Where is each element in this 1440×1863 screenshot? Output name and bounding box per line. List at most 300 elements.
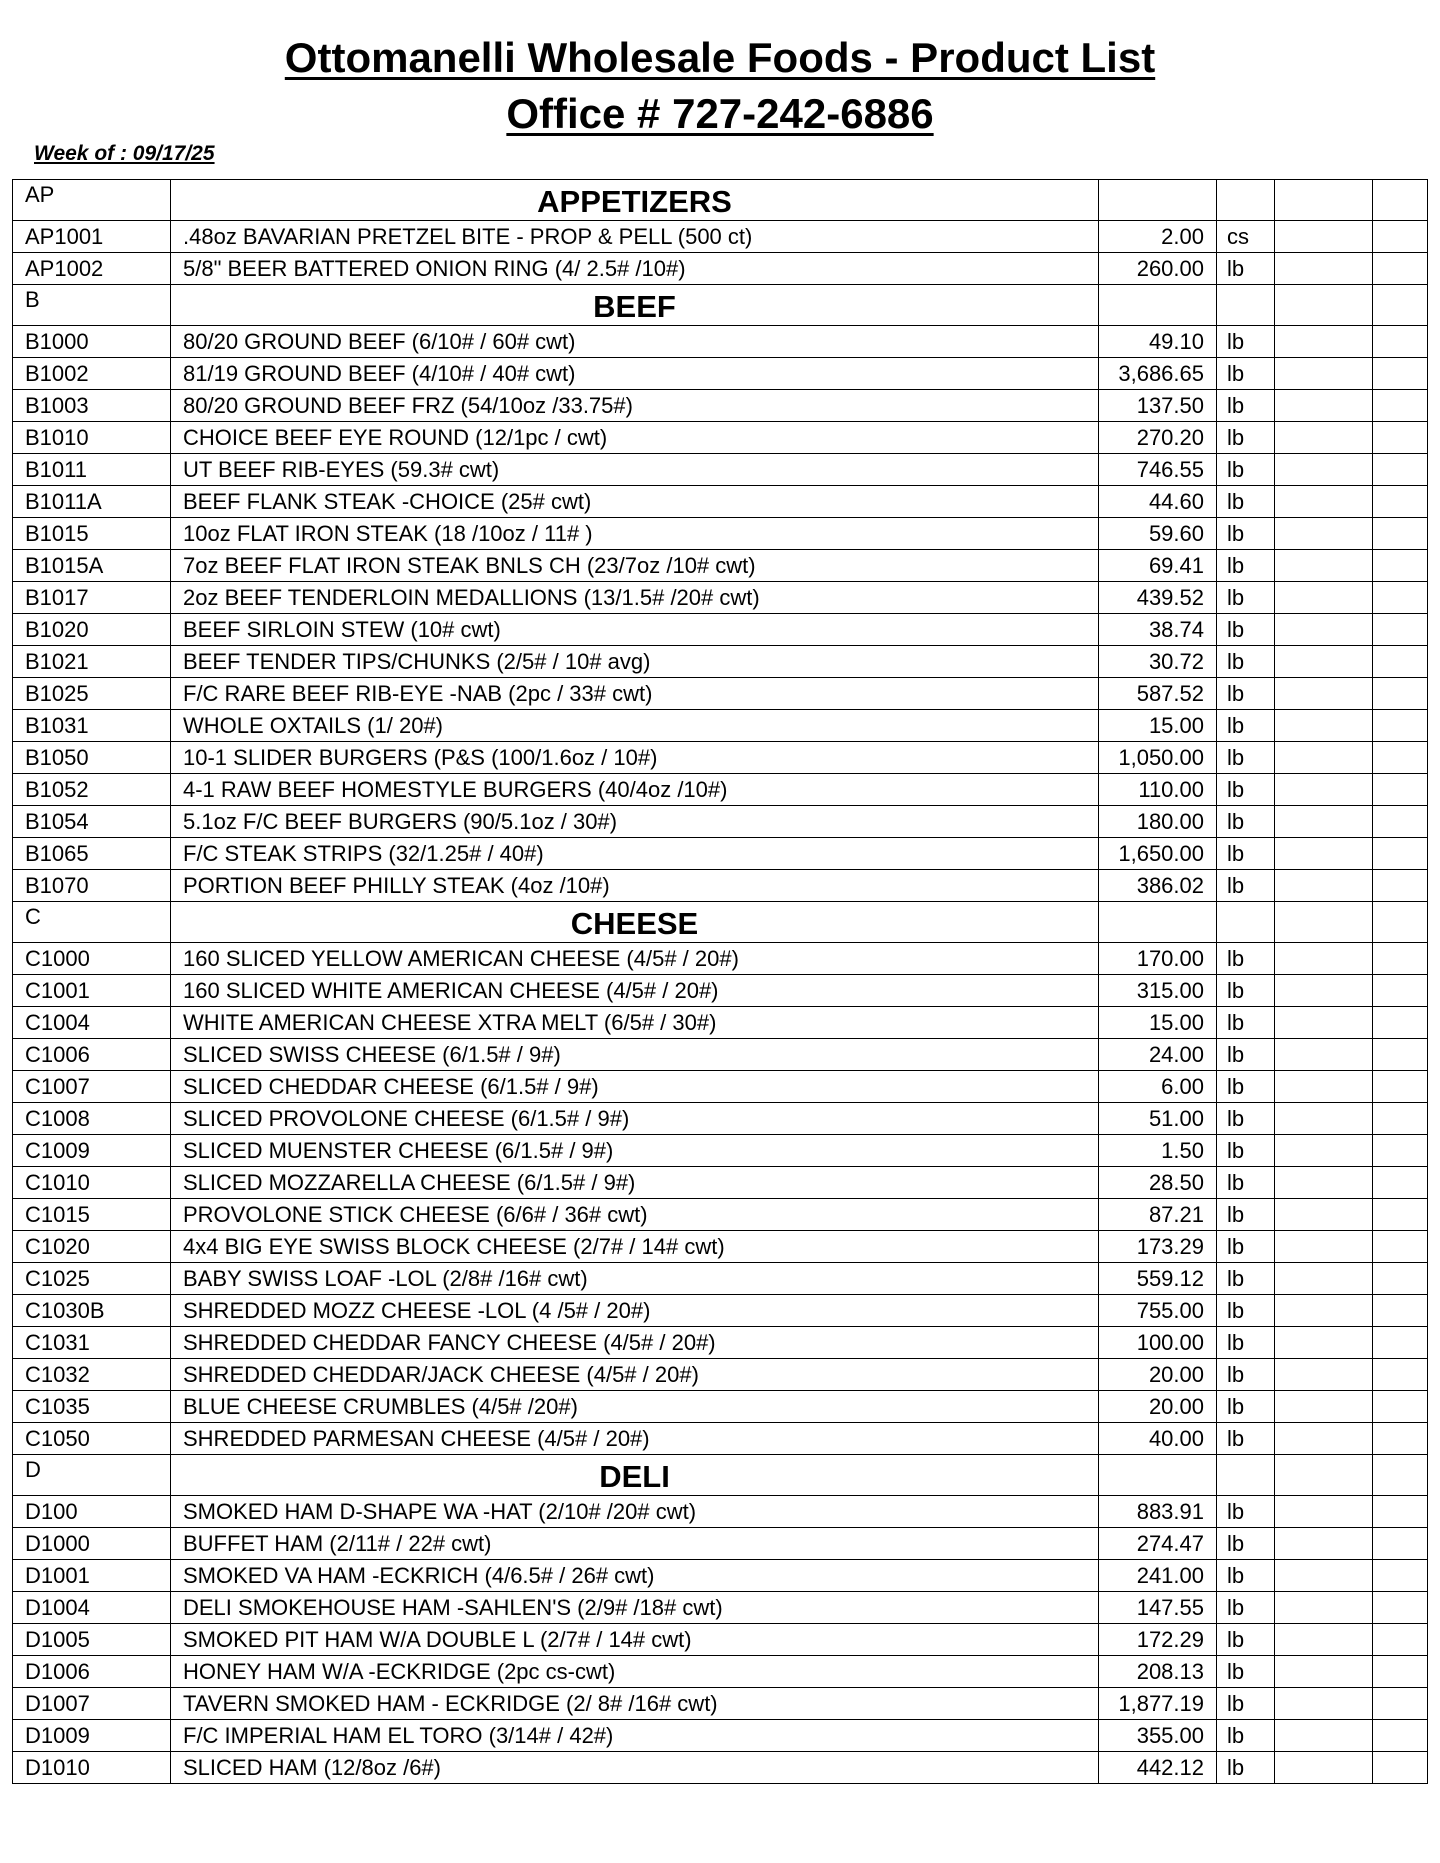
- product-unit: lb: [1217, 582, 1275, 614]
- product-description: SHREDDED CHEDDAR/JACK CHEESE (4/5# / 20#): [171, 1359, 1099, 1391]
- product-description: SHREDDED PARMESAN CHEESE (4/5# / 20#): [171, 1423, 1099, 1455]
- empty-cell: [1373, 1231, 1428, 1263]
- product-price: 315.00: [1099, 975, 1217, 1007]
- product-unit: lb: [1217, 1103, 1275, 1135]
- product-unit: lb: [1217, 1624, 1275, 1656]
- product-row: [13, 1007, 1428, 1039]
- product-price: 147.55: [1099, 1592, 1217, 1624]
- empty-cell: [1275, 1199, 1373, 1231]
- empty-cell: [1373, 1039, 1428, 1071]
- product-description: 81/19 GROUND BEEF (4/10# / 40# cwt): [171, 358, 1099, 390]
- product-row: [13, 1720, 1428, 1752]
- product-price: 24.00: [1099, 1039, 1217, 1071]
- product-price: 442.12: [1099, 1752, 1217, 1784]
- product-description: F/C IMPERIAL HAM EL TORO (3/14# / 42#): [171, 1720, 1099, 1752]
- empty-cell: [1275, 774, 1373, 806]
- empty-cell: [1373, 1624, 1428, 1656]
- product-price: 755.00: [1099, 1295, 1217, 1327]
- empty-cell: [1275, 1039, 1373, 1071]
- product-description: BEEF TENDER TIPS/CHUNKS (2/5# / 10# avg): [171, 646, 1099, 678]
- product-unit: lb: [1217, 1199, 1275, 1231]
- product-description: SMOKED PIT HAM W/A DOUBLE L (2/7# / 14# cwt): [171, 1624, 1099, 1656]
- empty-cell: [1373, 678, 1428, 710]
- product-row: [13, 1752, 1428, 1784]
- empty-cell: [1099, 285, 1217, 326]
- product-code: C1009: [13, 1135, 171, 1167]
- product-row: [13, 1528, 1428, 1560]
- product-code: B1065: [13, 838, 171, 870]
- empty-cell: [1275, 1688, 1373, 1720]
- product-unit: lb: [1217, 1560, 1275, 1592]
- product-price: 110.00: [1099, 774, 1217, 806]
- product-price: 2.00: [1099, 221, 1217, 253]
- product-unit: lb: [1217, 678, 1275, 710]
- product-code: C1032: [13, 1359, 171, 1391]
- product-price: 559.12: [1099, 1263, 1217, 1295]
- empty-cell: [1373, 614, 1428, 646]
- product-row: [13, 1560, 1428, 1592]
- empty-cell: [1275, 646, 1373, 678]
- product-row: [13, 221, 1428, 253]
- product-code: B1000: [13, 326, 171, 358]
- empty-cell: [1275, 1423, 1373, 1455]
- product-code: C1015: [13, 1199, 171, 1231]
- product-row: [13, 390, 1428, 422]
- product-description: 160 SLICED YELLOW AMERICAN CHEESE (4/5# / 20#): [171, 943, 1099, 975]
- product-row: [13, 710, 1428, 742]
- empty-cell: [1373, 1007, 1428, 1039]
- product-description: SHREDDED CHEDDAR FANCY CHEESE (4/5# / 20#): [171, 1327, 1099, 1359]
- product-row: [13, 1231, 1428, 1263]
- product-description: DELI SMOKEHOUSE HAM -SAHLEN'S (2/9# /18# cwt): [171, 1592, 1099, 1624]
- empty-cell: [1275, 1263, 1373, 1295]
- empty-cell: [1373, 1295, 1428, 1327]
- empty-cell: [1275, 326, 1373, 358]
- section-code: C: [13, 902, 171, 943]
- empty-cell: [1373, 1496, 1428, 1528]
- product-code: B1052: [13, 774, 171, 806]
- product-code: B1011: [13, 454, 171, 486]
- empty-cell: [1373, 326, 1428, 358]
- product-description: SMOKED VA HAM -ECKRICH (4/6.5# / 26# cwt): [171, 1560, 1099, 1592]
- empty-cell: [1373, 1455, 1428, 1496]
- empty-cell: [1275, 1295, 1373, 1327]
- empty-cell: [1217, 902, 1275, 943]
- product-price: 100.00: [1099, 1327, 1217, 1359]
- product-unit: lb: [1217, 870, 1275, 902]
- product-price: 51.00: [1099, 1103, 1217, 1135]
- empty-cell: [1373, 646, 1428, 678]
- product-description: 5/8" BEER BATTERED ONION RING (4/ 2.5# /10#): [171, 253, 1099, 285]
- product-price: 59.60: [1099, 518, 1217, 550]
- empty-cell: [1275, 1560, 1373, 1592]
- empty-cell: [1275, 710, 1373, 742]
- product-price: 208.13: [1099, 1656, 1217, 1688]
- product-code: C1000: [13, 943, 171, 975]
- product-code: D1000: [13, 1528, 171, 1560]
- product-price: 137.50: [1099, 390, 1217, 422]
- empty-cell: [1275, 902, 1373, 943]
- empty-cell: [1217, 285, 1275, 326]
- product-row: [13, 975, 1428, 1007]
- product-price: 20.00: [1099, 1359, 1217, 1391]
- empty-cell: [1275, 1103, 1373, 1135]
- empty-cell: [1275, 422, 1373, 454]
- section-title: CHEESE: [171, 902, 1099, 943]
- product-code: C1006: [13, 1039, 171, 1071]
- product-description: SLICED MOZZARELLA CHEESE (6/1.5# / 9#): [171, 1167, 1099, 1199]
- empty-cell: [1373, 1391, 1428, 1423]
- product-row: [13, 1359, 1428, 1391]
- section-code: B: [13, 285, 171, 326]
- product-code: B1002: [13, 358, 171, 390]
- empty-cell: [1373, 1135, 1428, 1167]
- product-price: 69.41: [1099, 550, 1217, 582]
- empty-cell: [1275, 1528, 1373, 1560]
- empty-cell: [1275, 1231, 1373, 1263]
- section-code: AP: [13, 180, 171, 221]
- product-price: 87.21: [1099, 1199, 1217, 1231]
- product-row: [13, 1592, 1428, 1624]
- product-code: B1031: [13, 710, 171, 742]
- empty-cell: [1373, 285, 1428, 326]
- product-description: CHOICE BEEF EYE ROUND (12/1pc / cwt): [171, 422, 1099, 454]
- product-unit: lb: [1217, 1720, 1275, 1752]
- product-row: [13, 1103, 1428, 1135]
- product-price: 40.00: [1099, 1423, 1217, 1455]
- product-unit: lb: [1217, 1496, 1275, 1528]
- product-code: B1011A: [13, 486, 171, 518]
- product-unit: lb: [1217, 943, 1275, 975]
- empty-cell: [1275, 1167, 1373, 1199]
- product-unit: lb: [1217, 774, 1275, 806]
- product-code: D1001: [13, 1560, 171, 1592]
- product-row: [13, 646, 1428, 678]
- product-description: UT BEEF RIB-EYES (59.3# cwt): [171, 454, 1099, 486]
- empty-cell: [1275, 870, 1373, 902]
- empty-cell: [1373, 1167, 1428, 1199]
- empty-cell: [1275, 1656, 1373, 1688]
- product-code: C1050: [13, 1423, 171, 1455]
- product-code: C1004: [13, 1007, 171, 1039]
- product-unit: lb: [1217, 486, 1275, 518]
- empty-cell: [1275, 1135, 1373, 1167]
- product-description: 7oz BEEF FLAT IRON STEAK BNLS CH (23/7oz /10# cwt): [171, 550, 1099, 582]
- empty-cell: [1373, 358, 1428, 390]
- product-row: [13, 1135, 1428, 1167]
- empty-cell: [1275, 285, 1373, 326]
- product-description: SMOKED HAM D-SHAPE WA -HAT (2/10# /20# cwt): [171, 1496, 1099, 1528]
- product-unit: lb: [1217, 1039, 1275, 1071]
- empty-cell: [1275, 1071, 1373, 1103]
- empty-cell: [1373, 1752, 1428, 1784]
- empty-cell: [1217, 180, 1275, 221]
- product-unit: lb: [1217, 838, 1275, 870]
- product-price: 44.60: [1099, 486, 1217, 518]
- empty-cell: [1373, 550, 1428, 582]
- empty-cell: [1275, 582, 1373, 614]
- product-price: 241.00: [1099, 1560, 1217, 1592]
- product-code: B1015A: [13, 550, 171, 582]
- product-row: [13, 943, 1428, 975]
- product-price: 439.52: [1099, 582, 1217, 614]
- empty-cell: [1099, 180, 1217, 221]
- product-description: 80/20 GROUND BEEF FRZ (54/10oz /33.75#): [171, 390, 1099, 422]
- product-description: 160 SLICED WHITE AMERICAN CHEESE (4/5# / 20#): [171, 975, 1099, 1007]
- product-price: 1,050.00: [1099, 742, 1217, 774]
- product-code: B1054: [13, 806, 171, 838]
- empty-cell: [1275, 943, 1373, 975]
- product-code: B1070: [13, 870, 171, 902]
- product-price: 355.00: [1099, 1720, 1217, 1752]
- empty-cell: [1275, 1391, 1373, 1423]
- product-unit: lb: [1217, 358, 1275, 390]
- product-price: 1.50: [1099, 1135, 1217, 1167]
- product-row: [13, 806, 1428, 838]
- empty-cell: [1275, 1455, 1373, 1496]
- product-row: [13, 1391, 1428, 1423]
- empty-cell: [1275, 253, 1373, 285]
- product-unit: lb: [1217, 742, 1275, 774]
- product-description: SLICED MUENSTER CHEESE (6/1.5# / 9#): [171, 1135, 1099, 1167]
- product-row: [13, 774, 1428, 806]
- product-unit: lb: [1217, 253, 1275, 285]
- empty-cell: [1099, 1455, 1217, 1496]
- product-row: [13, 518, 1428, 550]
- empty-cell: [1373, 486, 1428, 518]
- product-description: 4x4 BIG EYE SWISS BLOCK CHEESE (2/7# / 14# cwt): [171, 1231, 1099, 1263]
- empty-cell: [1099, 902, 1217, 943]
- empty-cell: [1373, 1528, 1428, 1560]
- empty-cell: [1373, 806, 1428, 838]
- product-price: 15.00: [1099, 1007, 1217, 1039]
- product-price: 38.74: [1099, 614, 1217, 646]
- product-code: D1007: [13, 1688, 171, 1720]
- empty-cell: [1275, 678, 1373, 710]
- product-unit: lb: [1217, 1592, 1275, 1624]
- product-price: 6.00: [1099, 1071, 1217, 1103]
- empty-cell: [1373, 1327, 1428, 1359]
- product-unit: lb: [1217, 518, 1275, 550]
- empty-cell: [1275, 1359, 1373, 1391]
- product-price: 274.47: [1099, 1528, 1217, 1560]
- product-row: [13, 1263, 1428, 1295]
- product-description: PORTION BEEF PHILLY STEAK (4oz /10#): [171, 870, 1099, 902]
- empty-cell: [1373, 943, 1428, 975]
- product-row: [13, 550, 1428, 582]
- product-code: B1020: [13, 614, 171, 646]
- product-unit: lb: [1217, 326, 1275, 358]
- product-code: B1015: [13, 518, 171, 550]
- product-description: BUFFET HAM (2/11# / 22# cwt): [171, 1528, 1099, 1560]
- product-code: D1004: [13, 1592, 171, 1624]
- empty-cell: [1373, 838, 1428, 870]
- product-description: 10-1 SLIDER BURGERS (P&S (100/1.6oz / 10#): [171, 742, 1099, 774]
- product-row: [13, 838, 1428, 870]
- product-description: 4-1 RAW BEEF HOMESTYLE BURGERS (40/4oz /10#): [171, 774, 1099, 806]
- product-price: 15.00: [1099, 710, 1217, 742]
- product-description: WHITE AMERICAN CHEESE XTRA MELT (6/5# / 30#): [171, 1007, 1099, 1039]
- empty-cell: [1275, 838, 1373, 870]
- product-unit: lb: [1217, 1656, 1275, 1688]
- empty-cell: [1275, 180, 1373, 221]
- product-price: 28.50: [1099, 1167, 1217, 1199]
- product-unit: lb: [1217, 1263, 1275, 1295]
- product-code: D1009: [13, 1720, 171, 1752]
- product-row: [13, 1496, 1428, 1528]
- product-description: SLICED HAM (12/8oz /6#): [171, 1752, 1099, 1784]
- product-description: 5.1oz F/C BEEF BURGERS (90/5.1oz / 30#): [171, 806, 1099, 838]
- section-header-row: [13, 902, 1428, 943]
- product-price: 746.55: [1099, 454, 1217, 486]
- empty-cell: [1373, 1720, 1428, 1752]
- product-description: SLICED SWISS CHEESE (6/1.5# / 9#): [171, 1039, 1099, 1071]
- product-price: 1,650.00: [1099, 838, 1217, 870]
- product-row: [13, 358, 1428, 390]
- empty-cell: [1373, 975, 1428, 1007]
- product-description: SHREDDED MOZZ CHEESE -LOL (4 /5# / 20#): [171, 1295, 1099, 1327]
- product-row: [13, 742, 1428, 774]
- product-price: 270.20: [1099, 422, 1217, 454]
- empty-cell: [1373, 1423, 1428, 1455]
- empty-cell: [1275, 550, 1373, 582]
- section-title: DELI: [171, 1455, 1099, 1496]
- empty-cell: [1373, 710, 1428, 742]
- product-row: [13, 422, 1428, 454]
- product-row: [13, 1167, 1428, 1199]
- product-description: F/C STEAK STRIPS (32/1.25# / 40#): [171, 838, 1099, 870]
- empty-cell: [1275, 1720, 1373, 1752]
- empty-cell: [1373, 1263, 1428, 1295]
- product-row: [13, 1423, 1428, 1455]
- product-unit: lb: [1217, 646, 1275, 678]
- product-row: [13, 678, 1428, 710]
- product-unit: lb: [1217, 1231, 1275, 1263]
- product-row: [13, 1295, 1428, 1327]
- product-price: 386.02: [1099, 870, 1217, 902]
- product-unit: lb: [1217, 1135, 1275, 1167]
- empty-cell: [1373, 253, 1428, 285]
- empty-cell: [1373, 1560, 1428, 1592]
- empty-cell: [1275, 742, 1373, 774]
- product-description: .48oz BAVARIAN PRETZEL BITE - PROP & PELL (500 ct): [171, 221, 1099, 253]
- week-of-label: Week of : 09/17/25: [34, 142, 215, 165]
- empty-cell: [1373, 1359, 1428, 1391]
- product-unit: lb: [1217, 975, 1275, 1007]
- product-row: [13, 614, 1428, 646]
- document-title: Ottomanelli Wholesale Foods - Product List: [284, 34, 1156, 81]
- product-description: PROVOLONE STICK CHEESE (6/6# / 36# cwt): [171, 1199, 1099, 1231]
- product-row: [13, 326, 1428, 358]
- empty-cell: [1373, 1071, 1428, 1103]
- product-description: SLICED CHEDDAR CHEESE (6/1.5# / 9#): [171, 1071, 1099, 1103]
- product-row: [13, 253, 1428, 285]
- empty-cell: [1373, 1656, 1428, 1688]
- empty-cell: [1373, 221, 1428, 253]
- product-description: 2oz BEEF TENDERLOIN MEDALLIONS (13/1.5# /20# cwt): [171, 582, 1099, 614]
- empty-cell: [1373, 422, 1428, 454]
- empty-cell: [1275, 806, 1373, 838]
- product-description: WHOLE OXTAILS (1/ 20#): [171, 710, 1099, 742]
- product-code: C1030B: [13, 1295, 171, 1327]
- product-table: [12, 179, 1428, 1784]
- empty-cell: [1373, 518, 1428, 550]
- product-price: 172.29: [1099, 1624, 1217, 1656]
- product-code: C1001: [13, 975, 171, 1007]
- product-price: 587.52: [1099, 678, 1217, 710]
- empty-cell: [1373, 1199, 1428, 1231]
- product-row: [13, 486, 1428, 518]
- product-code: AP1001: [13, 221, 171, 253]
- office-phone: Office # 727-242-6886: [506, 90, 934, 137]
- product-price: 260.00: [1099, 253, 1217, 285]
- product-row: [13, 1071, 1428, 1103]
- product-unit: lb: [1217, 710, 1275, 742]
- empty-cell: [1275, 358, 1373, 390]
- empty-cell: [1275, 486, 1373, 518]
- product-unit: lb: [1217, 1752, 1275, 1784]
- product-row: [13, 1624, 1428, 1656]
- product-code: B1050: [13, 742, 171, 774]
- product-code: B1025: [13, 678, 171, 710]
- product-row: [13, 870, 1428, 902]
- product-unit: lb: [1217, 1167, 1275, 1199]
- empty-cell: [1373, 1592, 1428, 1624]
- product-code: C1031: [13, 1327, 171, 1359]
- product-unit: lb: [1217, 454, 1275, 486]
- empty-cell: [1373, 902, 1428, 943]
- empty-cell: [1373, 774, 1428, 806]
- product-code: B1017: [13, 582, 171, 614]
- empty-cell: [1373, 180, 1428, 221]
- product-price: 30.72: [1099, 646, 1217, 678]
- product-unit: lb: [1217, 550, 1275, 582]
- product-code: C1035: [13, 1391, 171, 1423]
- empty-cell: [1275, 390, 1373, 422]
- product-description: 80/20 GROUND BEEF (6/10# / 60# cwt): [171, 326, 1099, 358]
- section-title: BEEF: [171, 285, 1099, 326]
- product-price: 3,686.65: [1099, 358, 1217, 390]
- product-row: [13, 1199, 1428, 1231]
- product-row: [13, 1327, 1428, 1359]
- product-unit: lb: [1217, 1359, 1275, 1391]
- product-price: 883.91: [1099, 1496, 1217, 1528]
- product-unit: lb: [1217, 422, 1275, 454]
- product-unit: lb: [1217, 1391, 1275, 1423]
- product-code: D1005: [13, 1624, 171, 1656]
- empty-cell: [1275, 1007, 1373, 1039]
- product-unit: cs: [1217, 221, 1275, 253]
- product-description: BEEF FLANK STEAK -CHOICE (25# cwt): [171, 486, 1099, 518]
- empty-cell: [1217, 1455, 1275, 1496]
- section-title: APPETIZERS: [171, 180, 1099, 221]
- section-code: D: [13, 1455, 171, 1496]
- product-unit: lb: [1217, 1528, 1275, 1560]
- product-code: D1006: [13, 1656, 171, 1688]
- product-row: [13, 1688, 1428, 1720]
- empty-cell: [1373, 1688, 1428, 1720]
- product-unit: lb: [1217, 390, 1275, 422]
- product-price: 180.00: [1099, 806, 1217, 838]
- empty-cell: [1275, 1752, 1373, 1784]
- section-header-row: [13, 285, 1428, 326]
- product-code: D1010: [13, 1752, 171, 1784]
- empty-cell: [1275, 1624, 1373, 1656]
- product-code: C1010: [13, 1167, 171, 1199]
- product-row: [13, 454, 1428, 486]
- product-price: 170.00: [1099, 943, 1217, 975]
- product-row: [13, 1039, 1428, 1071]
